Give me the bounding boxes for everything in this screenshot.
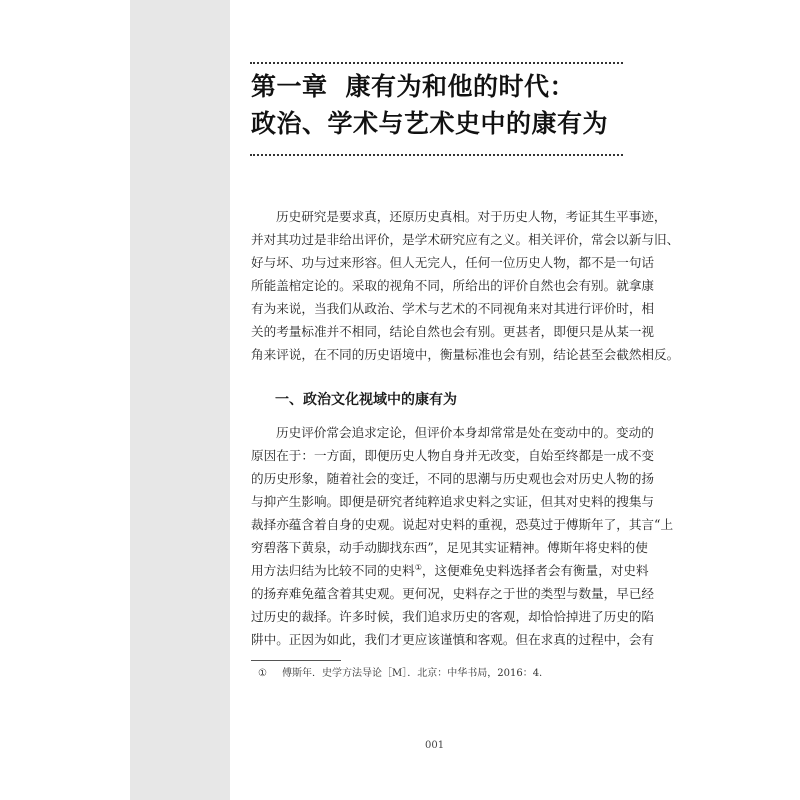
intro-line: 所能盖棺定论的。采取的视角不同，所给出的评价自然也会有别。就拿康	[251, 278, 654, 293]
footnote-divider	[251, 660, 341, 661]
section-line: 穷碧落下黄泉，动手动脚找东西”，足见其实证精神。傅斯年将史料的使	[251, 540, 648, 555]
section-heading: 一、政治文化视域中的康有为	[275, 392, 457, 408]
intro-line: 历史研究是要求真，还原历史真相。对于历史人物，考证其生平事迹，	[276, 209, 667, 224]
section-line: 的扬弃难免蕴含着其史观。更何况，史料存之于世的类型与数量，早已经	[251, 586, 654, 601]
title-top-dotted-rule	[250, 62, 623, 64]
chapter-title-line-2: 政治、学术与艺术史中的康有为	[251, 109, 609, 138]
section-line: 阱中。正因为如此，我们才更应该谨慎和客观。但在求真的过程中，会有	[251, 632, 654, 647]
section-line: 的历史形象，随着社会的变迁，不同的思潮与历史观也会对历史人物的扬	[251, 471, 654, 486]
intro-line: 有为来说，当我们从政治、学术与艺术的不同视角来对其进行评价时，相	[251, 301, 654, 316]
title-bottom-dotted-rule	[250, 154, 623, 156]
intro-line: 角来评说，在不同的历史语境中，衡量标准也会有别，结论甚至会截然相反。	[251, 347, 680, 362]
section-line-text: 用方法归结为比较不同的史料	[251, 563, 415, 578]
section-line: 过历史的裁择。许多时候，我们追求历史的客观，却恰恰掉进了历史的陷	[251, 609, 654, 624]
footnote-reference[interactable]: ①	[414, 562, 422, 572]
page-number: 001	[425, 740, 445, 751]
chapter-title-main: 康有为和他的时代：	[345, 72, 576, 101]
section-line: 原因在于：一方面，即便历史人物自身并无改变，自始至终都是一成不变	[251, 448, 654, 463]
section-line: 裁择亦蕴含着自身的史观。说起对史料的重视，恐莫过于傅斯年了，其言“上	[251, 517, 674, 532]
section-line: 历史评价常会追求定论，但评价本身却常常是处在变动中的。变动的	[276, 425, 654, 440]
section-line-with-footnote	[251, 559, 649, 582]
footnote-marker: ①	[258, 668, 267, 679]
intro-line: 并对其功过是非给出评价，是学术研究应有之义。相关评价，常会以新与旧、	[251, 232, 680, 247]
footnote	[258, 667, 542, 681]
chapter-number: 第一章	[251, 72, 328, 101]
intro-paragraph	[251, 205, 680, 366]
footnote-text: 傅斯年．史学方法导论［M］．北京：中华书局，2016：4.	[282, 668, 543, 679]
chapter-title	[251, 68, 631, 142]
intro-line: 关的考量标准并不相同，结论自然也会有别。更甚者，即便只是从某一视	[251, 324, 654, 339]
side-margin-band	[130, 0, 230, 800]
chapter-title-line-1	[251, 68, 631, 105]
section-line: 与抑产生影响。即便是研究者纯粹追求史料之实证，但其对史料的搜集与	[251, 494, 654, 509]
section-line-text-continued: ，这便难免史料选择者会有衡量，对史料	[421, 563, 649, 578]
section-paragraph	[251, 421, 674, 651]
intro-line: 好与坏、功与过来形容。但人无完人，任何一位历史人物，都不是一句话	[251, 255, 654, 270]
